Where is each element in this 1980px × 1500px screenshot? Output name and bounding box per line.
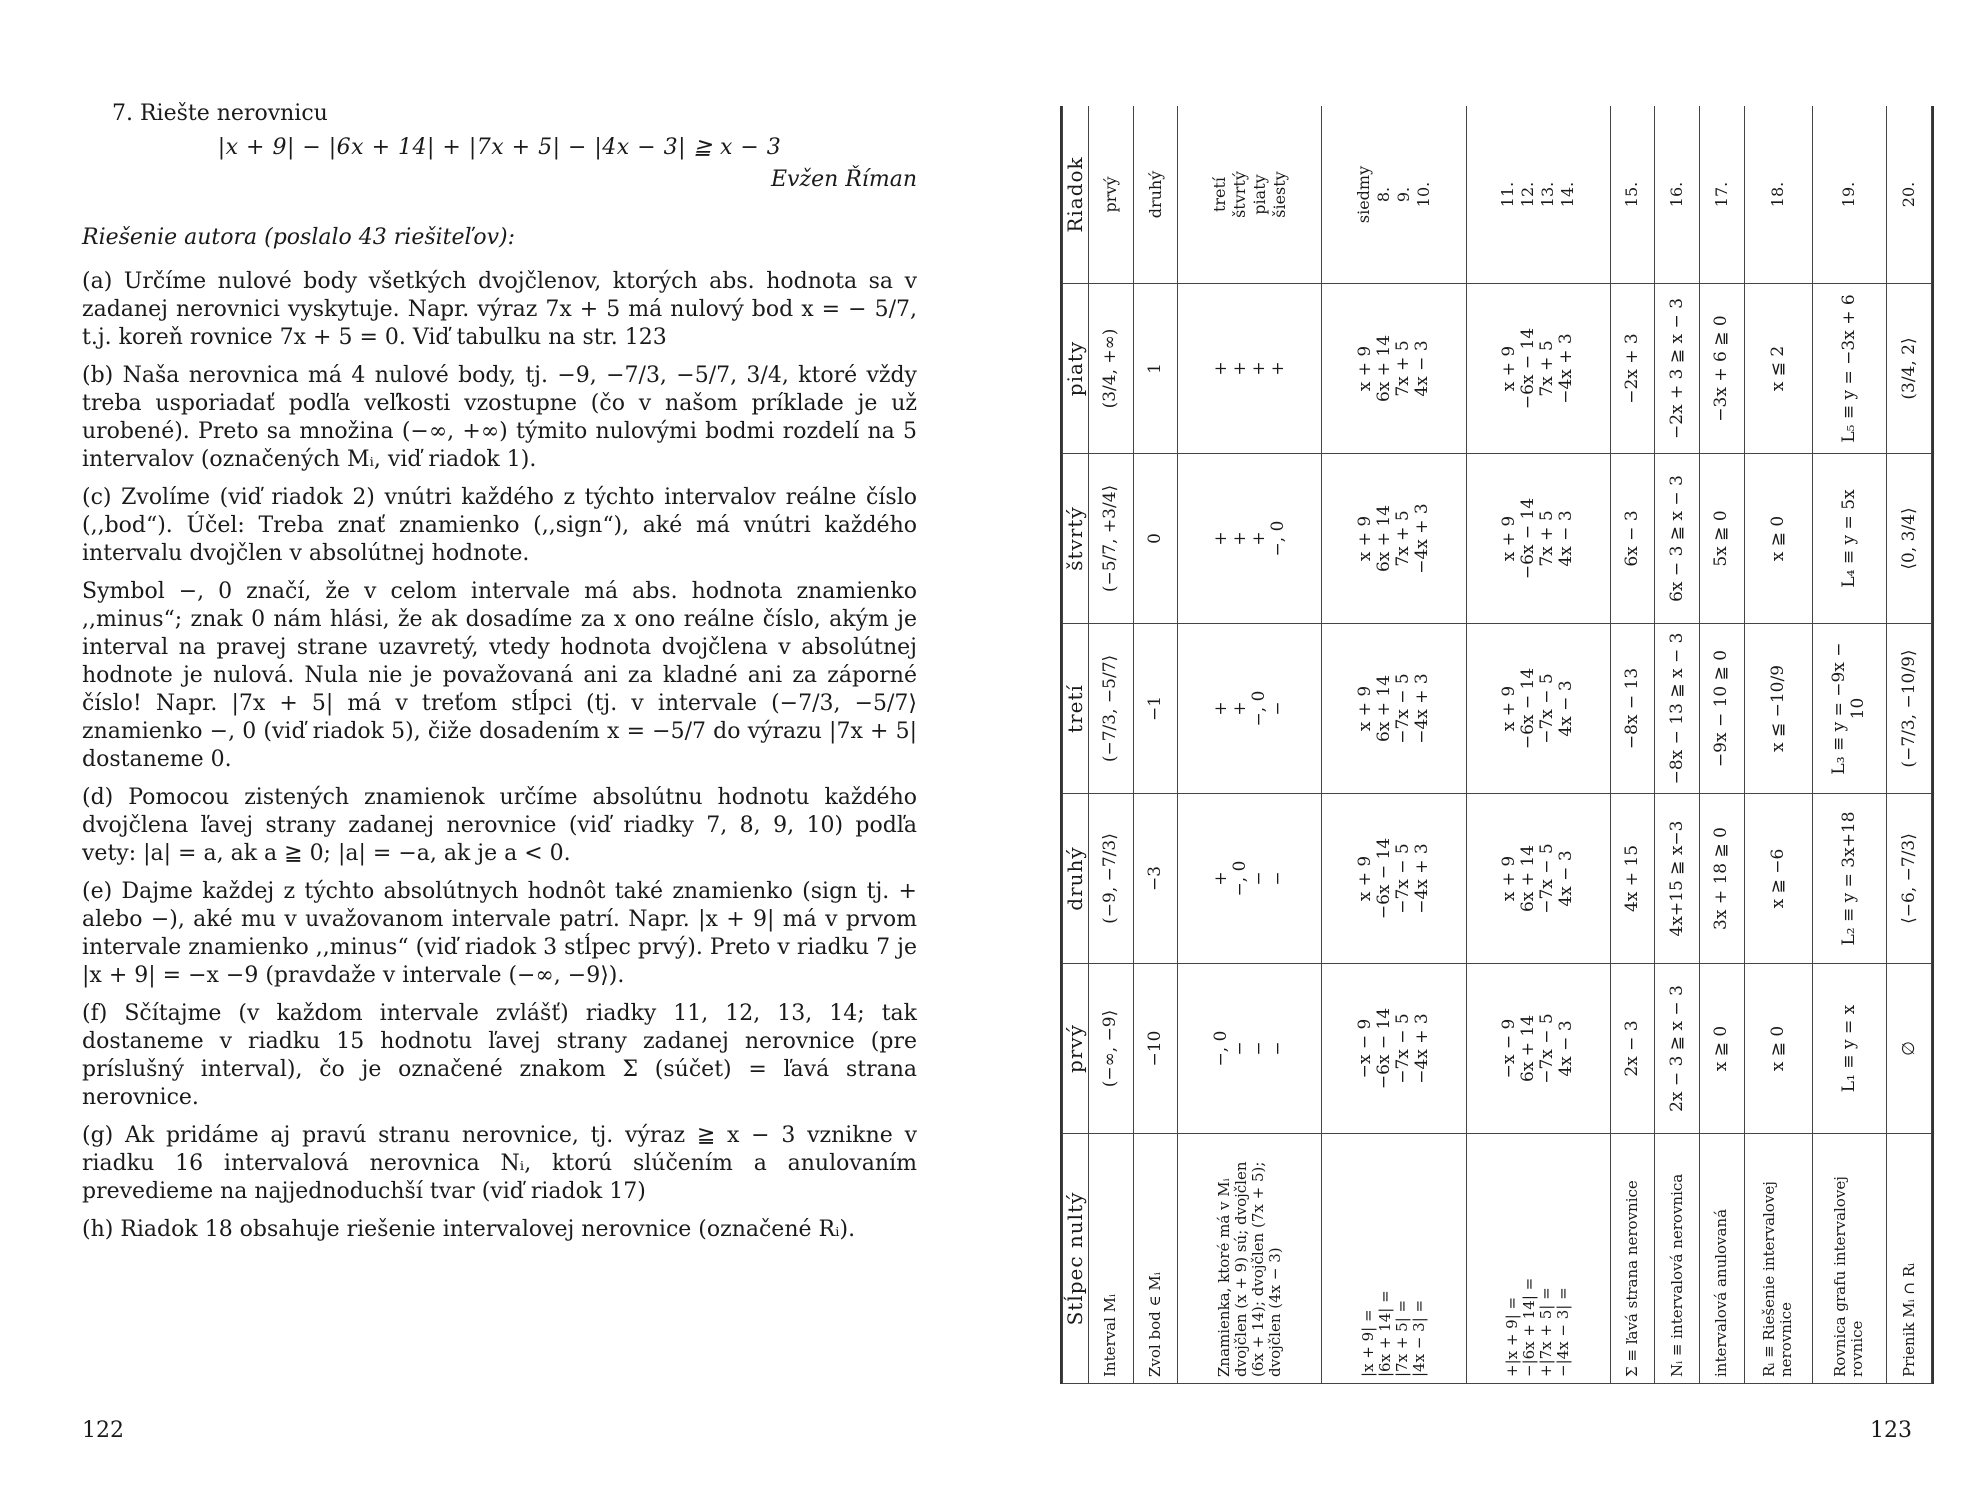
- paragraph-a: (a) Určíme nulové body všetkých dvojčlenov, ktorých abs. hodnota sa v zadanej nerovnici vyskytuje. Napr. výraz 7x + 5 má nulový bod x = − 5/7, t.j. koreň rovnice 7x + 5 = 0. Viď tabulku na str. 123: [82, 269, 917, 350]
- table-cell: x ≧ 0: [1744, 454, 1812, 624]
- cell-line: 4x − 3: [1556, 1020, 1577, 1077]
- cell-line: −4x + 3: [1412, 843, 1433, 914]
- table-cell: (−5/7, +3/4⟩: [1089, 454, 1134, 624]
- table-row: [1700, 106, 1745, 1384]
- table-cell: L₂ ≡ y = 3x+18: [1812, 794, 1887, 964]
- cell-line: |x + 9| =: [1359, 1309, 1378, 1377]
- paragraph-b: (b) Naša nerovnica má 4 nulové body, tj. −9, −7/3, −5/7, 3/4, ktoré vždy treba usporiadať podľa veľkosti vzostupne (čo v našom príklade je už urobené). Preto sa množina (−∞, +∞) týmito nulovými bodmi rozdelí na 5 intervalov (označených Mᵢ, viď riadok 1).: [82, 363, 917, 472]
- table-cell: [1466, 964, 1610, 1134]
- cell-line: šiesty: [1269, 171, 1289, 218]
- table-cell: 0: [1133, 454, 1178, 624]
- table-header-row: [1063, 106, 1089, 1384]
- cell-line: 6x + 14: [1374, 504, 1395, 573]
- row-label: Nᵢ ≡ intervalová nerovnica: [1655, 1134, 1700, 1384]
- cell-line: −|6x + 14| =: [1520, 1277, 1539, 1377]
- cell-line: +: [1229, 701, 1250, 716]
- page-number-right: 123: [1870, 1418, 1912, 1443]
- table-cell: 1: [1133, 284, 1178, 454]
- problem-title: 7. Riešte nerovnicu: [112, 101, 328, 126]
- cell-line: 8.: [1374, 186, 1394, 203]
- table-cell: −8x − 13: [1610, 624, 1655, 794]
- cell-line: −6x − 14: [1518, 497, 1539, 580]
- cell-line: −7x − 5: [1537, 1013, 1558, 1084]
- table-cell: L₅ ≡ y = −3x + 6: [1812, 284, 1887, 454]
- table-cell: (−∞, −9⟩: [1089, 964, 1134, 1134]
- table-cell: x ≧ −6: [1744, 794, 1812, 964]
- row-label: Rᵢ ≡ Riešenie intervalovej nerovnice: [1744, 1134, 1812, 1384]
- table-cell: x ≦ 2: [1744, 284, 1812, 454]
- cell-line: −7x − 5: [1537, 673, 1558, 744]
- table-cell: [1178, 964, 1322, 1134]
- row-label: [1322, 1134, 1466, 1384]
- header-column-3: tretí: [1063, 624, 1089, 794]
- cell-line: |7x + 5| =: [1393, 1299, 1412, 1377]
- cell-line: 7x + 5: [1537, 340, 1558, 397]
- table-cell: [1178, 454, 1322, 624]
- table-cell: x ≧ 0: [1744, 964, 1812, 1134]
- table-cell: −9x − 10 ≧ 0: [1700, 624, 1745, 794]
- table-cell: L₁ ≡ y = x: [1812, 964, 1887, 1134]
- cell-line: −: [1267, 1041, 1288, 1056]
- row-number: [1178, 106, 1322, 284]
- cell-line: x + 9: [1355, 345, 1376, 392]
- table-cell: (3/4, +∞): [1089, 284, 1134, 454]
- table-cell: [1466, 794, 1610, 964]
- cell-line: −4x + 3: [1412, 503, 1433, 574]
- solution-table-frame: [1060, 106, 1934, 1384]
- cell-line: 10.: [1414, 181, 1434, 208]
- table-cell: −2x + 3: [1610, 284, 1655, 454]
- header-column-row: Riadok: [1063, 106, 1089, 284]
- cell-line: −6x − 14: [1374, 1007, 1395, 1090]
- row-label: Znamienka, ktoré má v Mᵢ dvojčlen (x + 9) sú; dvojčlen (6x + 14); dvojčlen (7x + 5); dvojčlen (4x − 3): [1178, 1134, 1322, 1384]
- cell-line: 14.: [1558, 181, 1578, 208]
- cell-line: +: [1267, 361, 1288, 376]
- cell-line: −, 0: [1229, 860, 1250, 897]
- row-label: Interval Mᵢ: [1089, 1134, 1134, 1384]
- table-cell: 4x+15 ≧ x−3: [1655, 794, 1700, 964]
- solution-table: [1062, 106, 1932, 1384]
- table-row: [1322, 106, 1466, 1384]
- cell-line: −7x − 5: [1393, 673, 1414, 744]
- cell-line: −7x − 5: [1393, 843, 1414, 914]
- cell-line: |4x − 3| =: [1410, 1299, 1429, 1377]
- row-number: druhý: [1133, 106, 1178, 284]
- table-cell: x ≦ −10/9: [1744, 624, 1812, 794]
- header-column-2: druhý: [1063, 794, 1089, 964]
- table-cell: (−7/3, −5/7⟩: [1089, 624, 1134, 794]
- table-cell: x ≧ 0: [1700, 964, 1745, 1134]
- table-cell: −8x − 13 ≧ x − 3: [1655, 624, 1700, 794]
- row-number: 15.: [1610, 106, 1655, 284]
- paragraph-c: (c) Zvolíme (viď riadok 2) vnútri každého z týchto intervalov reálne číslo (,,bod“). Účel: Treba znať znamienko (,,sign“), aké má vnútri každého intervalu dvojčlen v absolútnej hodnote.: [82, 485, 917, 566]
- row-label: Zvol bod ∈ Mᵢ: [1133, 1134, 1178, 1384]
- cell-line: 4x − 3: [1556, 850, 1577, 907]
- cell-line: 7x + 5: [1393, 340, 1414, 397]
- paragraph-g: (g) Ak pridáme aj pravú stranu nerovnice, tj. výraz ≧ x − 3 vznikne v riadku 16 intervalová nerovnica Nᵢ, ktorú slúčením a anulovaním prevedieme na najjednoduchší tvar (viď riadok 17): [82, 1123, 917, 1204]
- cell-line: +: [1210, 871, 1231, 886]
- table-cell: [1466, 284, 1610, 454]
- cell-line: 4x − 3: [1412, 340, 1433, 397]
- table-cell: [1466, 624, 1610, 794]
- cell-line: −, 0: [1267, 520, 1288, 557]
- table-cell: [1178, 624, 1322, 794]
- cell-line: x + 9: [1499, 685, 1520, 732]
- cell-line: siedmy: [1354, 165, 1374, 224]
- table-cell: ⟨0, 3/4⟩: [1887, 454, 1932, 624]
- cell-line: 9.: [1394, 186, 1414, 203]
- row-label: intervalová anulovaná: [1700, 1134, 1745, 1384]
- table-cell: ∅: [1887, 964, 1932, 1134]
- table-row: [1610, 106, 1655, 1384]
- cell-line: −: [1267, 701, 1288, 716]
- cell-line: x + 9: [1355, 855, 1376, 902]
- table-cell: 4x + 15: [1610, 794, 1655, 964]
- row-number: prvý: [1089, 106, 1134, 284]
- paragraph-e: (e) Dajme každej z týchto absolútnych hodnôt také znamienko (sign tj. + alebo −), aké mu v uvažovanom intervale patrí. Napr. |x + 9| má v prvom intervale znamienko ,,minus“ (viď riadok 3 stĺpec prvý). Preto v riadku 7 je |x + 9| = −x −9 (pravdaže v intervale (−∞, −9⟩).: [82, 879, 917, 988]
- problem-equation: |x + 9| − |6x + 14| + |7x + 5| − |4x − 3| ≧ x − 3: [217, 135, 782, 160]
- table-cell: [1178, 794, 1322, 964]
- table-cell: −3x + 6 ≧ 0: [1700, 284, 1745, 454]
- cell-line: x + 9: [1355, 685, 1376, 732]
- cell-line: 11.: [1498, 181, 1518, 208]
- table-cell: 5x ≧ 0: [1700, 454, 1745, 624]
- cell-line: −6x − 14: [1518, 327, 1539, 410]
- table-cell: [1322, 284, 1466, 454]
- cell-line: −4x + 3: [1412, 673, 1433, 744]
- cell-line: −, 0: [1248, 690, 1269, 727]
- text-block: [82, 100, 917, 1254]
- cell-line: −|4x − 3| =: [1554, 1287, 1573, 1377]
- table-row: [1133, 106, 1178, 1384]
- cell-line: +|7x + 5| =: [1537, 1287, 1556, 1377]
- cell-line: +: [1248, 531, 1269, 546]
- cell-line: −6x − 14: [1374, 837, 1395, 920]
- cell-line: −6x − 14: [1518, 667, 1539, 750]
- cell-line: x + 9: [1499, 515, 1520, 562]
- table-cell: −3: [1133, 794, 1178, 964]
- cell-line: −: [1229, 1041, 1250, 1056]
- row-label: [1466, 1134, 1610, 1384]
- row-number: 19.: [1812, 106, 1887, 284]
- table-cell: L₄ ≡ y = 5x: [1812, 454, 1887, 624]
- table-cell: [1322, 964, 1466, 1134]
- cell-line: +: [1210, 531, 1231, 546]
- page-number-left: 122: [82, 1418, 124, 1443]
- table-row: [1812, 106, 1887, 1384]
- right-page: [1020, 0, 1980, 1500]
- table-cell: (−9, −7/3⟩: [1089, 794, 1134, 964]
- table-row: [1466, 106, 1610, 1384]
- table-cell: 6x − 3 ≧ x − 3: [1655, 454, 1700, 624]
- cell-line: x + 9: [1355, 515, 1376, 562]
- cell-line: −: [1248, 871, 1269, 886]
- header-column-4: štvrtý: [1063, 454, 1089, 624]
- table-row: [1744, 106, 1812, 1384]
- cell-line: +: [1229, 531, 1250, 546]
- header-column-5: piaty: [1063, 284, 1089, 454]
- header-column-1: prvý: [1063, 964, 1089, 1134]
- cell-line: 7x + 5: [1393, 510, 1414, 567]
- cell-line: 12.: [1518, 181, 1538, 208]
- cell-line: −: [1248, 1041, 1269, 1056]
- cell-line: −4x + 3: [1412, 1013, 1433, 1084]
- table-cell: 6x − 3: [1610, 454, 1655, 624]
- rotated-table: [1062, 106, 1932, 1384]
- cell-line: +: [1229, 361, 1250, 376]
- cell-line: 6x + 14: [1374, 674, 1395, 743]
- cell-line: −4x + 3: [1556, 333, 1577, 404]
- table-cell: −2x + 3 ≧ x − 3: [1655, 284, 1700, 454]
- cell-line: −7x − 5: [1393, 1013, 1414, 1084]
- row-number: 16.: [1655, 106, 1700, 284]
- table-cell: [1466, 454, 1610, 624]
- cell-line: 6x + 14: [1518, 844, 1539, 913]
- cell-line: 7x + 5: [1537, 510, 1558, 567]
- cell-line: x + 9: [1499, 855, 1520, 902]
- table-cell: [1178, 284, 1322, 454]
- table-row: [1887, 106, 1932, 1384]
- table-cell: [1322, 624, 1466, 794]
- table-cell: 2x − 3 ≧ x − 3: [1655, 964, 1700, 1134]
- table-cell: 2x − 3: [1610, 964, 1655, 1134]
- header-column-0: Stĺpec nultý: [1063, 1134, 1089, 1384]
- row-number: 18.: [1744, 106, 1812, 284]
- cell-line: 6x + 14: [1374, 334, 1395, 403]
- table-row: [1178, 106, 1322, 1384]
- cell-line: piaty: [1249, 174, 1269, 215]
- cell-line: 4x − 3: [1556, 510, 1577, 567]
- row-number: 17.: [1700, 106, 1745, 284]
- cell-line: |6x + 14| =: [1376, 1290, 1395, 1377]
- cell-line: −7x − 5: [1537, 843, 1558, 914]
- table-cell: −10: [1133, 964, 1178, 1134]
- cell-line: tretí: [1209, 176, 1229, 213]
- cell-line: 13.: [1538, 181, 1558, 208]
- cell-line: +|x + 9| =: [1503, 1296, 1522, 1377]
- table-cell: ⟨−6, −7/3⟩: [1887, 794, 1932, 964]
- cell-line: 4x − 3: [1556, 680, 1577, 737]
- table-body: [1089, 106, 1932, 1384]
- row-label: Prienik Mᵢ ∩ Rᵢ: [1887, 1134, 1932, 1384]
- cell-line: x + 9: [1499, 345, 1520, 392]
- cell-line: štvrtý: [1229, 171, 1249, 218]
- table-cell: L₃ ≡ y = −9x − 10: [1812, 624, 1887, 794]
- paragraph-h: (h) Riadok 18 obsahuje riešenie intervalovej nerovnice (označené Rᵢ).: [82, 1217, 856, 1242]
- solution-heading: Riešenie autora (poslalo 43 riešiteľov):: [82, 225, 515, 250]
- cell-line: +: [1210, 701, 1231, 716]
- cell-line: +: [1210, 361, 1231, 376]
- table-cell: (−7/3, −10/9⟩: [1887, 624, 1932, 794]
- cell-line: 6x + 14: [1518, 1014, 1539, 1083]
- row-number: 20.: [1887, 106, 1932, 284]
- cell-line: −, 0: [1210, 1030, 1231, 1067]
- table-row: [1089, 106, 1134, 1384]
- row-label: Rovnica grafu intervalovej rovnice: [1812, 1134, 1887, 1384]
- cell-line: −: [1267, 871, 1288, 886]
- table-cell: [1322, 794, 1466, 964]
- cell-line: −x − 9: [1499, 1018, 1520, 1079]
- row-label: Σ ≡ ľavá strana nerovnice: [1610, 1134, 1655, 1384]
- table-row: [1655, 106, 1700, 1384]
- cell-line: +: [1248, 361, 1269, 376]
- cell-line: −x − 9: [1355, 1018, 1376, 1079]
- table-cell: −1: [1133, 624, 1178, 794]
- row-number: [1466, 106, 1610, 284]
- table-cell: 3x + 18 ≧ 0: [1700, 794, 1745, 964]
- author-name: Evžen Říman: [770, 167, 917, 192]
- table-cell: (3/4, 2⟩: [1887, 284, 1932, 454]
- table-cell: [1322, 454, 1466, 624]
- paragraph-d: (d) Pomocou zistených znamienok určíme absolútnu hodnotu každého dvojčlena ľavej strany zadanej nerovnice (viď riadky 7, 8, 9, 10) podľa vety: |a| = a, ak a ≧ 0; |a| = −a, ak je a < 0.: [82, 785, 917, 866]
- row-number: [1322, 106, 1466, 284]
- paragraph-symbol: Symbol −, 0 značí, že v celom intervale má abs. hodnota znamienko ,,minus“; znak 0 nám hlási, že ak dosadíme za x ono reálne číslo, akým je interval na pravej strane uzavretý, vtedy hodnota dvojčlena v absolútnej hodnote je nulová. Nula nie je považovaná ani za kladné ani za záporné číslo! Napr. |7x + 5| má v treťom stĺpci (tj. v intervale (−7/3, −5/7⟩ znamienko −, 0 (viď riadok 5), čiže dosadením x = −5/7 do výrazu |7x + 5| dostaneme 0.: [82, 579, 917, 772]
- paragraph-f: (f) Sčítajme (v každom intervale zvlášť) riadky 11, 12, 13, 14; tak dostaneme v riadku 15 hodnotu ľavej strany zadanej nerovnice (pre príslušný interval), čo je označené znakom Σ (súčet) = ľavá strana nerovnice.: [82, 1001, 917, 1110]
